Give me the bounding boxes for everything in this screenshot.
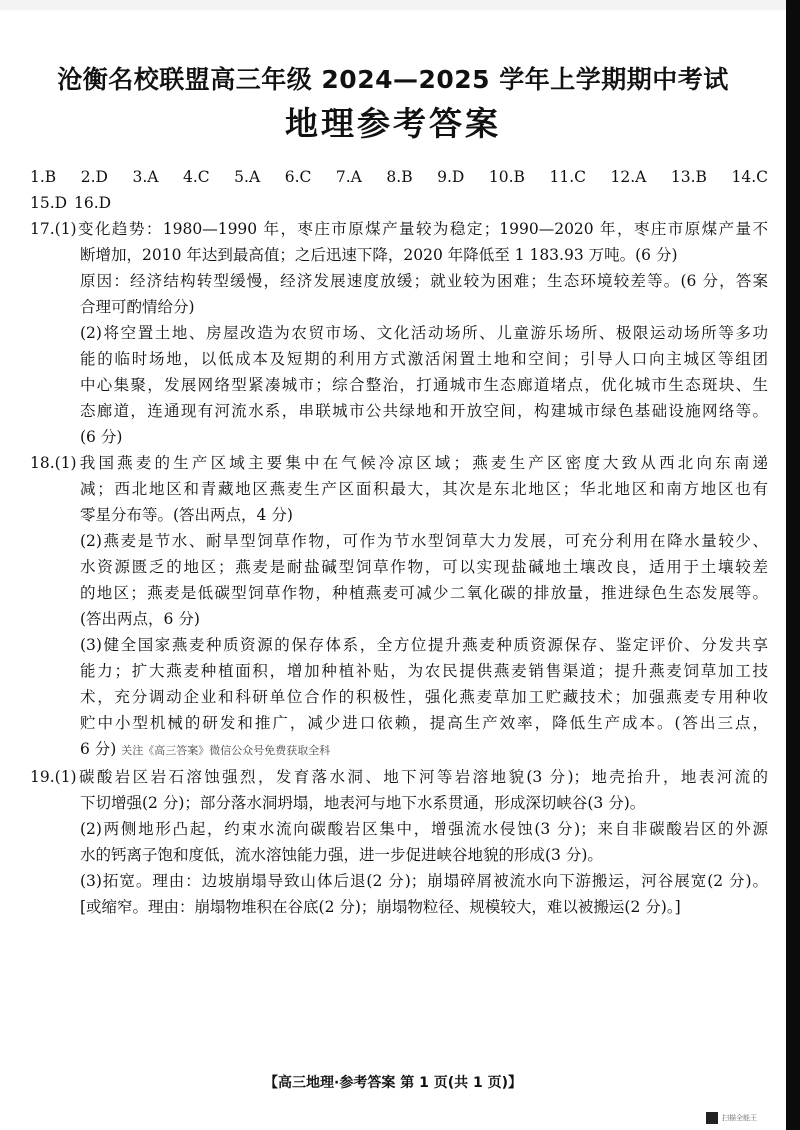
exam-title: 沧衡名校联盟高三年级 2024—2025 学年上学期期中考试: [57, 65, 729, 94]
q19-part1-line: 下切增强(2 分)；部分落水洞坍塌，地表河与地下水系贯通，形成深切峡谷(3 分)。: [80, 794, 646, 812]
q17-part2-line: (2)将空置土地、房屋改造为农贸市场、文化活动场所、儿童游乐场所、极限运动场所等多功: [80, 324, 768, 342]
q17-part2-line: 态廊道，连通现有河流水系，串联城市公共绿地和开放空间，构建城市绿色基础设施网络等。: [80, 402, 768, 420]
q17-part1-line: 断增加，2010 年达到最高值；之后迅速下降，2020 年降低至 1 183.93 万吨。(6 分): [80, 246, 678, 264]
q17-reason-line: 原因：经济结构转型缓慢，经济发展速度放缓；就业较为困难；生态环境较差等。(6 分，答案: [80, 272, 768, 290]
q17-part2-line: 中心集聚，发展网络型紧凑城市；综合整治，打通城市生态廊道堵点，优化城市生态斑块、生: [80, 376, 768, 394]
q19-part2-line: 水的钙离子饱和度低，流水溶蚀能力强，进一步促进峡谷地貌的形成(3 分)。: [80, 846, 603, 864]
q18-part3-line: 术，充分调动企业和科研单位合作的积极性，强化燕麦草加工贮藏技术；加强燕麦专用种收: [80, 688, 768, 706]
mcq-answers-line-1: 1.B 2.D 3.A 4.C 5.A 6.C 7.A 8.B 9.D 10.B 11.C 12.A 13.B 14.C: [30, 168, 768, 186]
q17-reason-line: 合理可酌情给分): [80, 298, 195, 316]
q18-part2-line: 的地区；燕麦是低碳型饲草作物，种植燕麦可减少二氧化碳的排放量，推进绿色生态发展等。: [80, 584, 768, 602]
q18-part2-line: (2)燕麦是节水、耐旱型饲草作物，可作为节水型饲草大力发展，可充分利用在降水量较少、: [80, 532, 768, 550]
q18-part3-line: 贮中小型机械的研发和推广，减少进口依赖，提高生产效率，降低生产成本。(答出三点，: [80, 714, 768, 732]
q18-part3-score: 6 分): [80, 740, 117, 758]
q18-part2-line: (答出两点，6 分): [80, 610, 200, 628]
q18-part3-line: (3)健全国家燕麦种质资源的保存体系，全方位提升燕麦种质资源保存、鉴定评价、分发共享: [80, 636, 768, 654]
answer-content: [30, 164, 768, 920]
qr-code-icon: [706, 1112, 718, 1124]
page-title: 地理参考答案: [285, 104, 501, 143]
q19-part1-line: 19.(1)碳酸岩区岩石溶蚀强烈，发育落水洞、地下河等岩溶地貌(3 分)；地壳抬升，地表河流的: [30, 768, 768, 786]
scan-edge-bar: [786, 0, 800, 1130]
q17-part2-line: 能的临时场地，以低成本及短期的利用方式激活闲置土地和空间；引导人口向主城区等组团: [80, 350, 768, 368]
q17-part2-line: (6 分): [80, 428, 123, 446]
mcq-answers-line-2: 15.D 16.D: [30, 194, 112, 212]
q18-part1-line: 减；西北地区和青藏地区燕麦生产区面积最大，其次是东北地区；华北地区和南方地区也有: [80, 480, 768, 498]
q19-part3-line: (3)拓宽。理由：边坡崩塌导致山体后退(2 分)；崩塌碎屑被流水向下游搬运，河谷展宽(2 分)。: [80, 872, 768, 890]
scanner-watermark: 扫描全能王: [722, 1114, 757, 1122]
wechat-note: 关注《高三答案》微信公众号免费获取全科: [121, 744, 331, 757]
q17-part1-line: 17.(1)变化趋势：1980—1990 年，枣庄市原煤产量较为稳定；1990—2020 年，枣庄市原煤产量不: [30, 220, 768, 238]
q18-part2-line: 水资源匮乏的地区；燕麦是耐盐碱型饲草作物，可以实现盐碱地土壤改良，适用于土壤较差: [80, 558, 768, 576]
top-scan-band: [0, 0, 786, 10]
page-footer: 【高三地理·参考答案 第 1 页(共 1 页)】: [264, 1075, 522, 1091]
q19-part2-line: (2)两侧地形凸起，约束水流向碳酸岩区集中，增强流水侵蚀(3 分)；来自非碳酸岩区的外源: [80, 820, 768, 838]
q18-part1-line: 18.(1)我国燕麦的生产区域主要集中在气候冷凉区域；燕麦生产区密度大致从西北向东南递: [30, 454, 768, 472]
q19-part3-line: [或缩窄。理由：崩塌物堆积在谷底(2 分)；崩塌物粒径、规模较大，难以被搬运(2 分)。]: [80, 898, 681, 916]
q18-part1-line: 零星分布等。(答出两点，4 分): [80, 506, 293, 524]
q18-part3-line: [30, 736, 768, 764]
q18-part3-line: 能力；扩大燕麦种植面积，增加种植补贴，为农民提供燕麦销售渠道；提升燕麦饲草加工技: [80, 662, 768, 680]
